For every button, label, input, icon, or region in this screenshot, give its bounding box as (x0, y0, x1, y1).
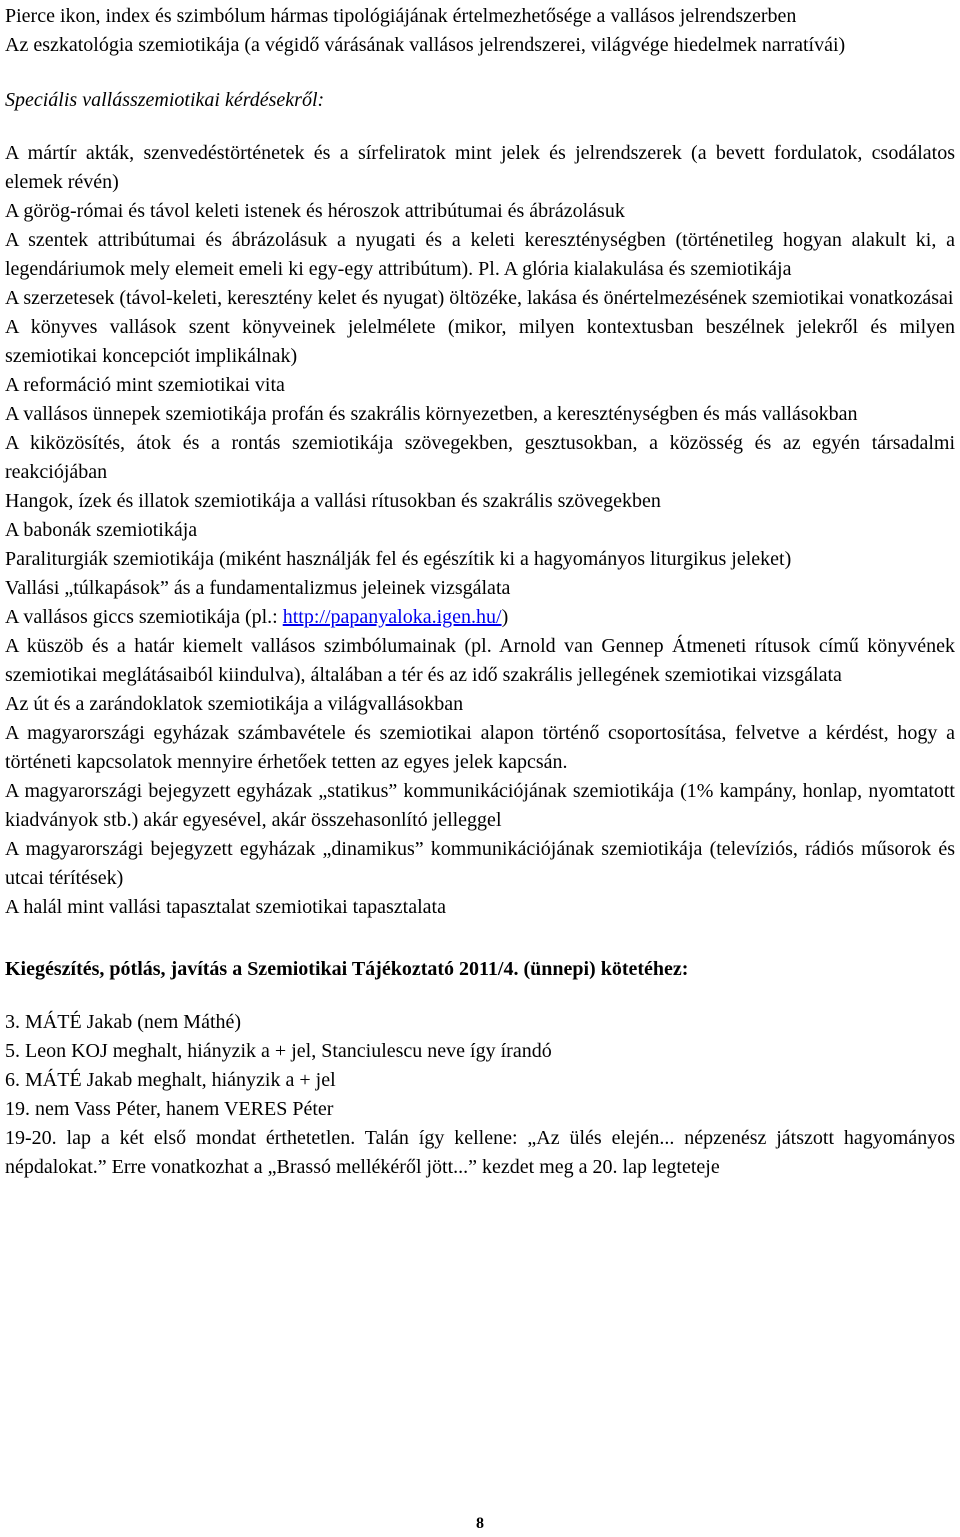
document-page (5, 0, 955, 1182)
list-item: A mártír akták, szenvedéstörténetek és a sírfeliratok mint jelek és jelrendszerek (a bevett fordulatok, csodálatos elemek révén) (5, 142, 955, 193)
list-item: A magyarországi egyházak számbavétele és szemiotikai alapon történő csoportosítása, felvetve a kérdést, hogy a történeti kapcsolatok mennyire érhetőek tetten az egyes jelek kapcsán. (5, 722, 955, 773)
list-item: Az út és a zarándoklatok szemiotikája a világvallásokban (5, 693, 464, 715)
list-item: A vallásos ünnepek szemiotikája profán és szakrális környezetben, a kereszténységben és más vallásokban (5, 403, 858, 425)
corrections-list (5, 1008, 955, 1182)
list-item: A babonák szemiotikája (5, 519, 198, 541)
list-item: A küszöb és a határ kiemelt vallásos szimbólumainak (pl. Arnold van Gennep Átmeneti rítusok című könyvének szemiotikai meglátásaiból kiindulva), általában a tér és az idő szakrális jellegének szemiotikai vizsgálata (5, 635, 955, 686)
list-item: A könyves vallások szent könyveinek jelelmélete (mikor, milyen kontextusban beszélnek jelekről és milyen szemiotikai koncepciót implikálnak) (5, 316, 955, 367)
list-item: Paraliturgiák szemiotikája (miként használják fel és egészítik ki a hagyományos liturgikus jeleket) (5, 548, 792, 570)
correction-item: 19. nem Vass Péter, hanem VERES Péter (5, 1098, 334, 1120)
supplement-title: Kiegészítés, pótlás, javítás a Szemiotikai Tájékoztató 2011/4. (ünnepi) kötetéhez: (5, 958, 689, 980)
section-title: Speciális vallásszemiotikai kérdésekről: (5, 89, 325, 111)
topic-list (5, 139, 955, 922)
correction-item: 19-20. lap a két első mondat érthetetlen. Talán így kellene: „Az ülés elején... népzenész játszott hagyományos népdalokat.” Erre vonatkozhat a „Brassó mellékéről jött...” kezdet meg a 20. lap legteteje (5, 1127, 955, 1178)
paragraph: Az eszkatológia szemiotikája (a végidő várásának vallásos jelrendszerei, világvége hiedelmek narratívái) (5, 34, 846, 56)
list-item: A magyarországi bejegyzett egyházak „dinamikus” kommunikációjának szemiotikája (televíziós, rádiós műsorok és utcai térítések) (5, 838, 955, 889)
correction-item: 6. MÁTÉ Jakab meghalt, hiányzik a + jel (5, 1069, 336, 1091)
list-item: A kiközösítés, átok és a rontás szemiotikája szövegekben, gesztusokban, a közösség és az egyén társadalmi reakciójában (5, 432, 955, 483)
list-item: A görög-római és távol keleti istenek és héroszok attribútumai és ábrázolásuk (5, 200, 625, 222)
correction-item: 5. Leon KOJ meghalt, hiányzik a + jel, Stanciulescu neve így írandó (5, 1040, 552, 1062)
list-item: Hangok, ízek és illatok szemiotikája a vallási rítusokban és szakrális szövegekben (5, 490, 661, 512)
kitsch-close: ) (501, 606, 509, 628)
list-item: A szerzetesek (távol-keleti, keresztény kelet és nyugat) öltözéke, lakása és önértelmezésének szemiotikai vonatkozásai (5, 287, 954, 309)
list-item (5, 603, 955, 632)
paragraph: Pierce ikon, index és szimbólum hármas tipológiájának értelmezhetősége a vallásos jelrendszerben (5, 5, 797, 27)
list-item: Vallási „túlkapások” ás a fundamentalizmus jeleinek vizsgálata (5, 577, 511, 599)
page-number: 8 (476, 1515, 484, 1532)
list-item: A magyarországi bejegyzett egyházak „statikus” kommunikációjának szemiotikája (1% kampány, honlap, nyomtatott kiadványok stb.) akár egyesével, akár összehasonlító jelleggel (5, 780, 955, 831)
papanyaloka-link[interactable]: http://papanyaloka.igen.hu/ (282, 606, 502, 628)
list-item: A reformáció mint szemiotikai vita (5, 374, 285, 396)
list-item: A halál mint vallási tapasztalat szemiotikai tapasztalata (5, 896, 446, 918)
kitsch-text: A vallásos giccs szemiotikája (pl.: (5, 606, 283, 628)
correction-item: 3. MÁTÉ Jakab (nem Máthé) (5, 1011, 242, 1033)
list-item: A szentek attribútumai és ábrázolásuk a nyugati és a keleti kereszténységben (történetileg hogyan alakult ki, a legendáriumok mely elemeit emeli ki egy-egy attribútum). Pl. A glória kialakulása és szemiotikája (5, 229, 955, 280)
